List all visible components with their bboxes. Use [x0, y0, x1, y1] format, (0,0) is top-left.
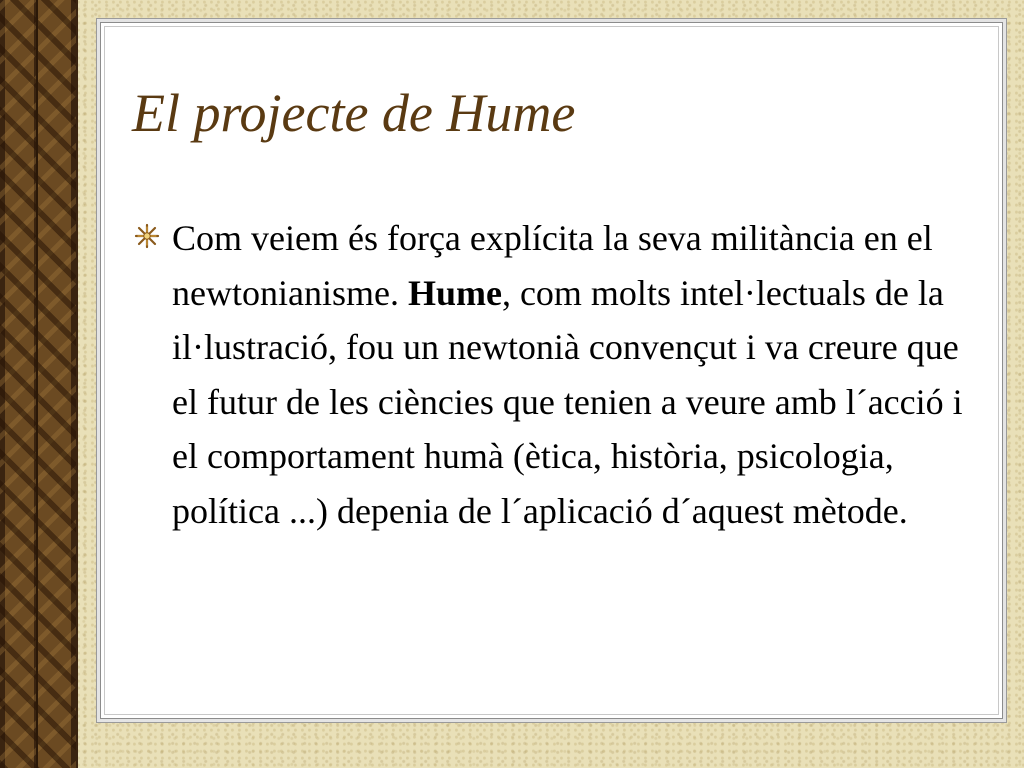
- bullet-text-part1: Com veiem és força explícita la seva militància en el newtonianisme.: [172, 218, 933, 313]
- bullet-text-part2: , com molts intel·lectuals de la il·lustració, fou un newtonià convençut i va creure que el futur de les ciències que tenien a veure amb l´acció i el comportament humà (ètica, història, psicologia, política ...) depenia de l´aplicació d´aquest mètode.: [172, 272, 963, 531]
- star-burst-bullet-icon: [134, 223, 160, 249]
- slide-title: El projecte de Hume: [132, 83, 576, 143]
- bullet-text-emphasis: Hume: [407, 272, 502, 313]
- slide-card: [100, 22, 1003, 719]
- decorative-border-strip: [0, 0, 78, 768]
- bullet-text: [172, 211, 984, 538]
- bullet-item: [134, 211, 984, 538]
